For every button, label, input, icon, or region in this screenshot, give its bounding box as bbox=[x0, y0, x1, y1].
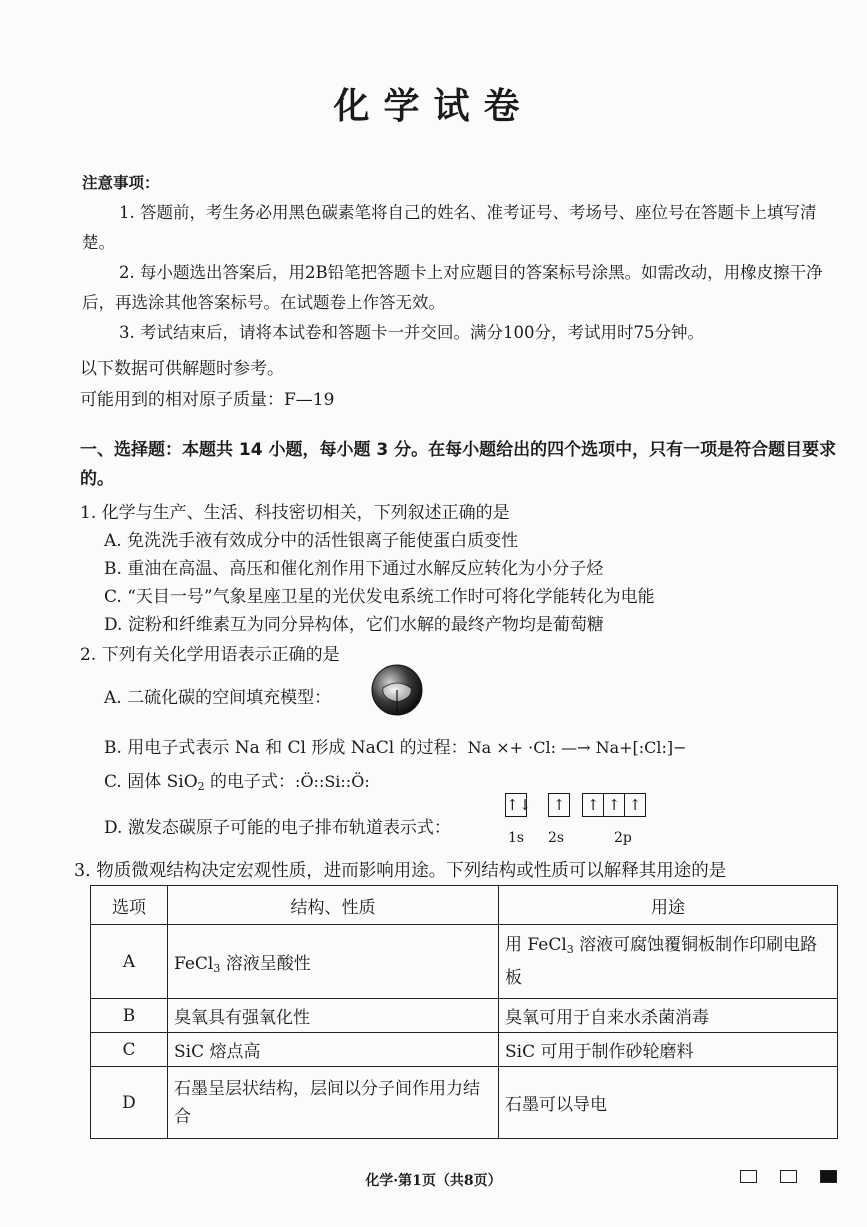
use-text: 用 FeCl bbox=[505, 935, 567, 955]
question-1-option-d: D. 淀粉和纤维素互为同分异构体，它们水解的最终产物均是葡萄糖 bbox=[104, 615, 604, 635]
orbital-2p-1: ↑ bbox=[582, 793, 604, 817]
orbital-label-2s: 2s bbox=[548, 830, 565, 846]
orbital-2p-2: ↑ bbox=[604, 793, 625, 817]
orbital-box-2p bbox=[582, 793, 646, 817]
question-3-stem: 3. 物质微观结构决定宏观性质，进而影响用途。下列结构或性质可以解释其用途的是 bbox=[74, 861, 727, 881]
orbital-box-2s bbox=[548, 793, 570, 817]
reference-line-1: 以下数据可供解题时参考。 bbox=[80, 359, 284, 379]
property-text: FeCl bbox=[174, 953, 214, 974]
filled-square-icon bbox=[820, 1170, 837, 1183]
option-c-text-post: 的电子式： bbox=[204, 772, 296, 792]
table-row bbox=[91, 1067, 838, 1139]
orbital-box-1s bbox=[505, 793, 532, 817]
property-subscript: 3 bbox=[213, 961, 221, 975]
table-cell-property bbox=[168, 925, 499, 999]
reference-line-2: 可能用到的相对原子质量：F—19 bbox=[80, 390, 335, 410]
table-cell-use bbox=[499, 925, 838, 999]
question-2-option-c bbox=[104, 767, 844, 793]
property-text-post: 溶液呈酸性 bbox=[220, 953, 311, 974]
notice-block bbox=[82, 168, 834, 348]
orbital-1s: ↑↓ bbox=[505, 793, 527, 817]
table-cell-option: A bbox=[91, 925, 168, 999]
table-header-option: 选项 bbox=[91, 886, 168, 925]
notice-item-3: 3. 考试结束后，请将本试卷和答题卡一并交回。满分100分，考试用时75分钟。 bbox=[119, 323, 704, 342]
table-cell-option: B bbox=[91, 999, 168, 1033]
table-row bbox=[91, 1033, 838, 1067]
table-row bbox=[91, 925, 838, 999]
section-heading: 一、选择题：本题共 14 小题，每小题 3 分。在每小题给出的四个选项中，只有一项是符合题目要求的。 bbox=[80, 440, 837, 489]
orbital-label-1s: 1s bbox=[508, 830, 525, 846]
table-header-row bbox=[91, 886, 838, 925]
notice-heading: 注意事项： bbox=[82, 174, 160, 192]
nacl-formation-formula: Na ×+ ·Cl: —→ Na+[:Cl:]− bbox=[467, 738, 687, 757]
question-1-option-b: B. 重油在高温、高压和催化剂作用下通过水解反应转化为小分子烃 bbox=[104, 559, 604, 579]
table-cell-option: C bbox=[91, 1033, 168, 1067]
page-footer: 化学·第1页（共8页） bbox=[365, 1173, 502, 1189]
table-header-property: 结构、性质 bbox=[168, 886, 499, 925]
cs2-space-filling-model-icon bbox=[369, 664, 425, 716]
question-2-option-b bbox=[104, 733, 844, 758]
table-cell-option: D bbox=[91, 1067, 168, 1139]
reference-data bbox=[80, 354, 840, 416]
table-cell-use: SiC 可用于制作砂轮磨料 bbox=[499, 1033, 838, 1067]
question-1-stem: 1. 化学与生产、生活、科技密切相关，下列叙述正确的是 bbox=[80, 503, 510, 523]
table-cell-use: 石墨可以导电 bbox=[499, 1067, 838, 1139]
notice-item-2: 2. 每小题选出答案后，用2B铅笔把答题卡上对应题目的答案标号涂黑。如需改动，用橡皮擦干净后，再选涂其他答案标号。在试题卷上作答无效。 bbox=[82, 263, 823, 312]
question-2-stem: 2. 下列有关化学用语表示正确的是 bbox=[80, 645, 340, 665]
question-2-option-d: D. 激发态碳原子可能的电子排布轨道表示式： bbox=[104, 818, 451, 838]
orbital-2p-3: ↑ bbox=[625, 793, 646, 817]
empty-square-icon bbox=[780, 1170, 797, 1183]
question-1-option-a: A. 免洗洗手液有效成分中的活性银离子能使蛋白质变性 bbox=[104, 531, 519, 551]
use-text-post: 溶液可腐蚀覆铜板制作印刷电路板 bbox=[505, 935, 818, 988]
table-row bbox=[91, 999, 838, 1033]
table-header-use: 用途 bbox=[499, 886, 838, 925]
question-1-option-c: C. “天目一号”气象星座卫星的光伏发电系统工作时可将化学能转化为电能 bbox=[104, 587, 655, 607]
orbital-2s: ↑ bbox=[548, 793, 570, 817]
page-title: 化学试卷 bbox=[333, 85, 534, 127]
question-3-table bbox=[90, 885, 838, 1139]
option-c-text-pre: C. 固体 SiO bbox=[104, 772, 198, 792]
question-2-option-a: A. 二硫化碳的空间填充模型： bbox=[104, 688, 332, 708]
table-cell-property: 臭氧具有强氧化性 bbox=[168, 999, 499, 1033]
option-c-subscript: 2 bbox=[197, 780, 205, 793]
table-cell-use: 臭氧可用于自来水杀菌消毒 bbox=[499, 999, 838, 1033]
empty-square-icon bbox=[740, 1170, 757, 1183]
table-cell-property: SiC 熔点高 bbox=[168, 1033, 499, 1067]
orbital-label-2p: 2p bbox=[614, 830, 632, 846]
sio2-electron-formula: :Ö::Si::Ö: bbox=[295, 772, 370, 791]
use-subscript: 3 bbox=[566, 943, 574, 956]
option-b-text: B. 用电子式表示 Na 和 Cl 形成 NaCl 的过程： bbox=[104, 738, 468, 758]
table-cell-property: 石墨呈层状结构，层间以分子间作用力结合 bbox=[168, 1067, 499, 1139]
notice-item-1: 1. 答题前，考生务必用黑色碳素笔将自己的姓名、准考证号、考场号、座位号在答题卡上填写清楚。 bbox=[82, 203, 817, 252]
